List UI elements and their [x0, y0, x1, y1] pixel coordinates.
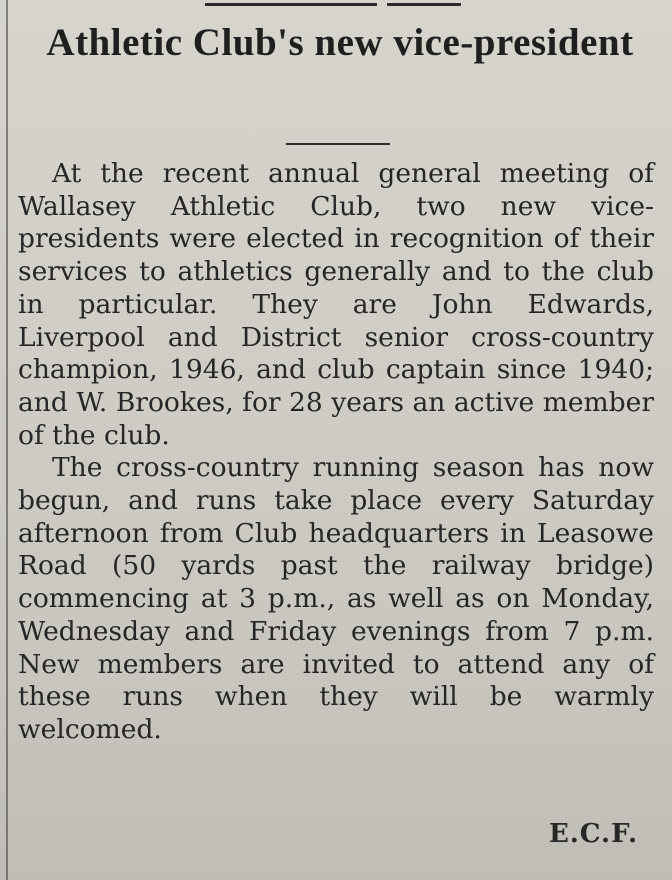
author-initials: E.C.F. — [548, 819, 638, 849]
paragraph-season: The cross-country running season has now begun, and runs take place every Saturday afternoon from Club headquarters in Leasowe Road (50 yards past the railway bridge) commencing at 3 p.m., as well as on Monday, Wednesday and Friday evenings from 7 p.m. New members are invited to attend any of these runs when they will be warmly welcomed. — [18, 452, 654, 745]
column-divider — [6, 0, 8, 880]
article-headline: Athletic Club's new vice-president — [46, 21, 634, 64]
top-rule-left — [205, 3, 377, 6]
article-body — [18, 158, 654, 747]
top-rule-right — [387, 3, 461, 6]
headline-divider — [286, 143, 390, 145]
paragraph-agm: At the recent annual general meeting of Wallasey Athletic Club, two new vice-presidents were elected in recognition of their services to athletics generally and to the club in particular. They are John Edwards, Liverpool and District senior cross-country champion, 1946, and club captain since 1940; and W. Brookes, for 28 years an active member of the club. — [18, 158, 654, 451]
